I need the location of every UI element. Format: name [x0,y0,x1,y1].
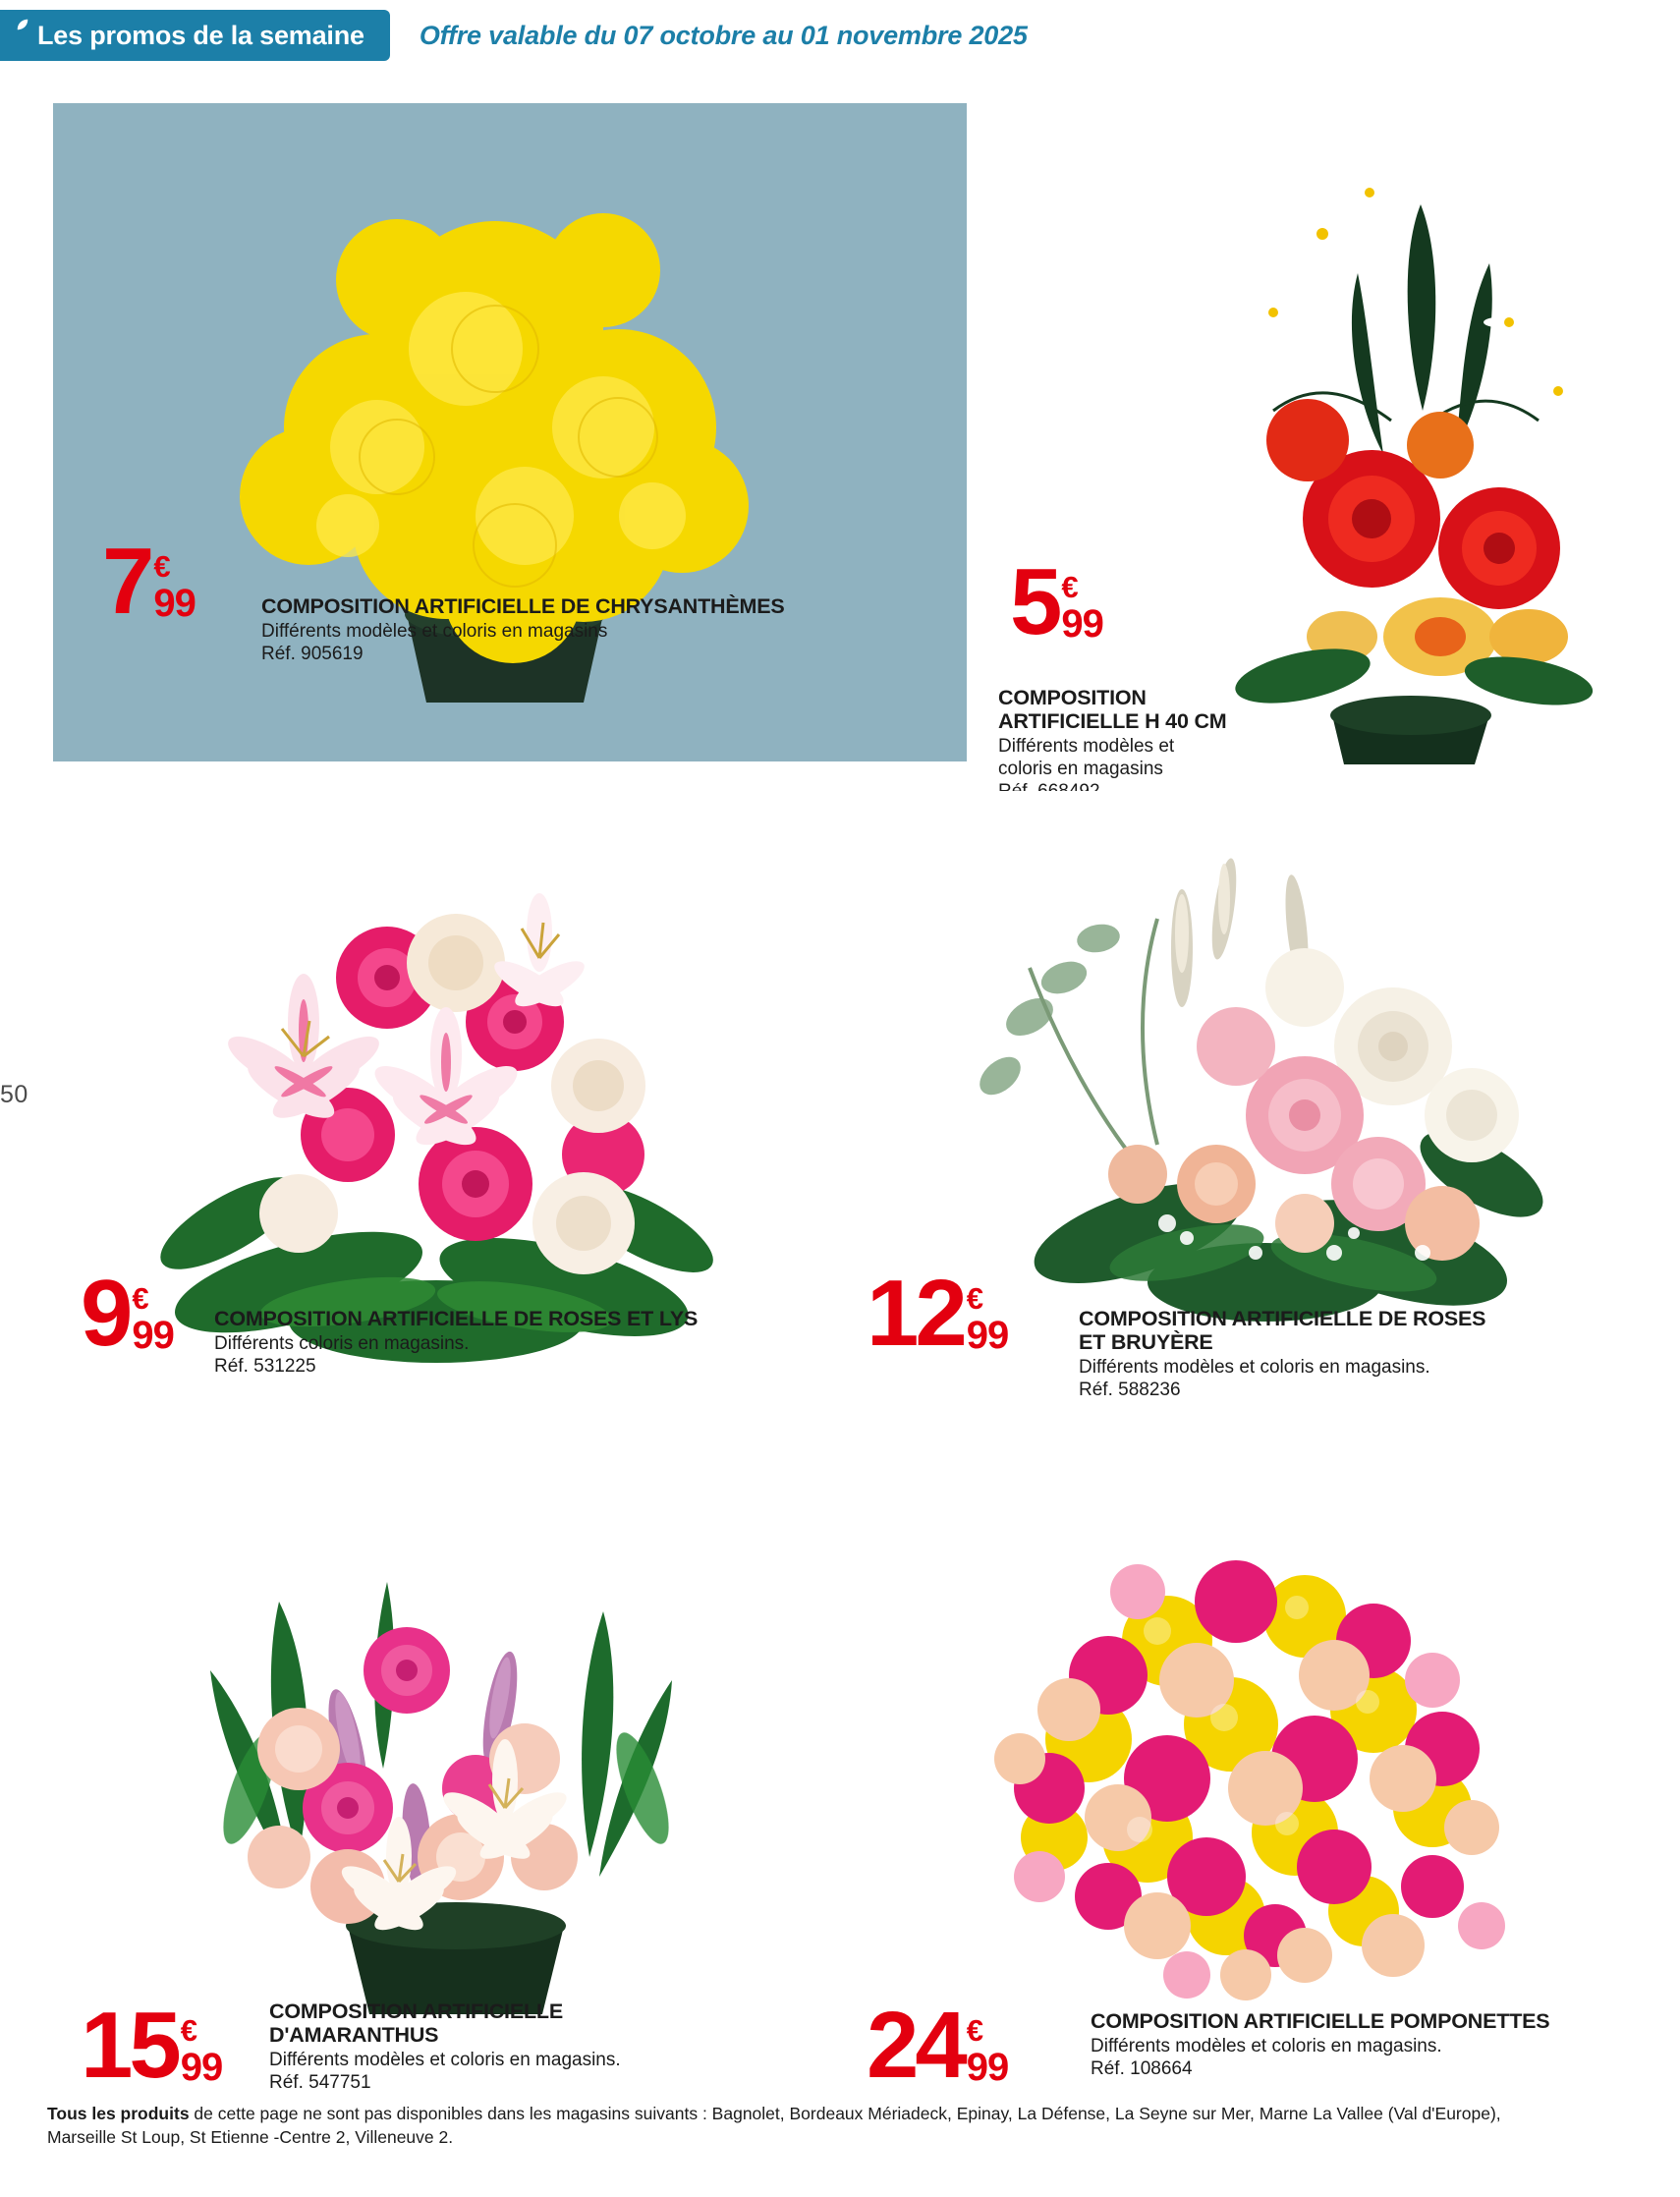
product-text-roses-bruyere [1079,1307,1609,1402]
product-card-h40[interactable] [979,86,1627,779]
price-currency: € [1061,570,1079,604]
product-ref: Réf. 531225 [214,1355,316,1377]
price-cents: 99 [180,2046,223,2089]
product-text-h40 [998,686,1293,804]
product-ref: Réf. 108664 [1091,2057,1193,2079]
price-roses-lys [81,1261,174,1366]
product-text-roses-lys [214,1307,804,1379]
product-card-amaranthus[interactable] [53,1464,819,2132]
product-title-line1: COMPOSITION [998,686,1147,709]
footer-line1: de cette page ne sont pas disponibles dans les magasins suivants : Bagnolet, Bordeaux Mériadeck, Epinay, La Défense, La Seyne sur Mer, Marne La Vallee (Val d'Europe), [189,2104,1501,2123]
price-euros: 12 [867,1261,964,1366]
product-title-line2: D'AMARANTHUS [269,2023,439,2048]
price-cents: 99 [966,1314,1009,1357]
price-cents: 99 [966,2046,1009,2089]
footer-disclaimer [47,2103,1649,2149]
price-pomponettes [867,1993,1009,2098]
product-title-line2: ET BRUYÈRE [1079,1330,1213,1355]
product-desc: Différents modèles et coloris en magasins. [1079,1357,1430,1379]
price-euros: 15 [81,1993,178,2098]
price-euros: 7 [102,529,151,634]
product-text-chrysanthemes [261,594,910,666]
price-currency: € [966,1281,984,1316]
product-desc: Différents modèles et coloris en magasins. [269,2050,621,2071]
product-text-pomponettes [1091,2009,1621,2081]
product-desc-line2: coloris en magasins [998,758,1163,779]
price-cents: 99 [1061,602,1103,646]
price-h40 [1010,549,1103,654]
product-title-line1: COMPOSITION ARTIFICIELLE DE ROSES [1079,1307,1486,1330]
product-title-line2: ARTIFICIELLE H 40 CM [998,709,1227,734]
price-currency: € [132,1281,149,1316]
price-euros: 9 [81,1261,130,1366]
product-title-line1: COMPOSITION ARTIFICIELLE [269,2000,563,2023]
page-number: 50 [0,1081,28,1108]
product-image-h40 [979,86,1627,764]
product-card-chrysanthemes[interactable] [53,103,967,761]
price-cents: 99 [132,1314,174,1357]
product-ref: Réf. 547751 [269,2071,371,2093]
price-euros: 5 [1010,549,1059,654]
product-desc: Différents modèles et coloris en magasins [261,621,608,643]
product-ref: Réf. 588236 [1079,1379,1181,1400]
price-cents: 99 [153,582,196,625]
product-desc: Différents coloris en magasins. [214,1333,470,1355]
product-title: COMPOSITION ARTIFICIELLE POMPONETTES [1091,2009,1550,2033]
price-amaranthus [81,1993,223,2098]
product-desc: Différents modèles et coloris en magasins. [1091,2036,1442,2057]
product-card-roses-lys[interactable] [53,791,819,1444]
price-roses-bruyere [867,1261,1009,1366]
product-title: COMPOSITION ARTIFICIELLE DE ROSES ET LYS [214,1307,699,1330]
price-currency: € [966,2013,984,2048]
promo-badge-label: Les promos de la semaine [37,20,364,50]
price-currency: € [153,549,171,584]
product-card-pomponettes[interactable] [843,1464,1629,2132]
product-ref: Réf. 905619 [261,643,364,664]
footer-line2: Marseille St Loup, St Etienne -Centre 2, Villeneuve 2. [47,2126,454,2147]
product-card-roses-bruyere[interactable] [843,791,1629,1444]
offer-validity: Offre valable du 07 octobre au 01 novembre 2025 [419,20,1028,50]
footer-bold: Tous les produits [47,2104,190,2123]
product-title: COMPOSITION ARTIFICIELLE DE CHRYSANTHÈMES [261,594,785,618]
price-euros: 24 [867,1993,964,2098]
price-currency: € [180,2013,198,2048]
product-desc-line1: Différents modèles et [998,736,1175,758]
price-chrysanthemes [102,529,196,634]
product-text-amaranthus [269,2000,780,2095]
